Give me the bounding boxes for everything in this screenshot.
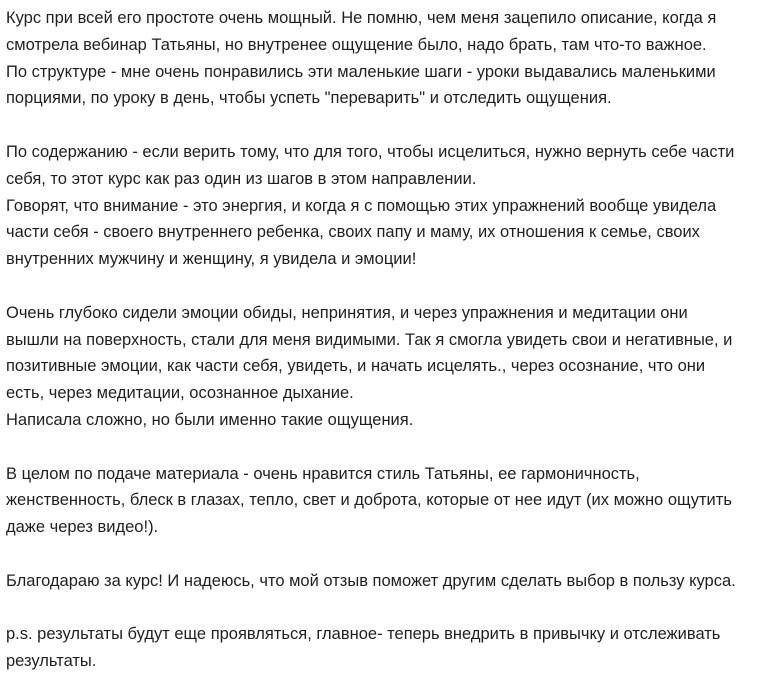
review-text <box>6 5 768 675</box>
text-line: внутренних мужчину и женщину, я увидела и эмоции! <box>6 250 417 269</box>
text-line: По структуре - мне очень понравились эти маленькие шаги - уроки выдавались маленькими <box>6 62 716 81</box>
text-line: Курс при всей его простоте очень мощный. Не помню, чем меня зацепило описание, когда я <box>6 9 717 27</box>
review-paragraph <box>6 461 768 541</box>
text-line: есть, через медитации, осознанное дыхание. <box>6 384 354 403</box>
text-line: порциями, по уроку в день, чтобы успеть "переварить" и отследить ощущения. <box>6 89 612 108</box>
text-line: смотрела вебинар Татьяны, но внутренее ощущение было, надо брать, там что-то важное. <box>6 35 707 54</box>
review-paragraph <box>6 5 768 112</box>
review-paragraph <box>6 621 768 675</box>
text-line: Говорят, что внимание - это энергия, и когда я с помощью этих упражнений вообще увидела <box>6 196 717 215</box>
text-line: В целом по подаче материала - очень нравится стиль Татьяны, ее гармоничность, <box>6 464 640 483</box>
review-paragraph <box>6 568 768 595</box>
text-line: p.s. результаты будут еще проявляться, главное- теперь внедрить в привычку и отслеживать <box>6 625 721 644</box>
text-line: По содержанию - если верить тому, что для того, чтобы исцелиться, нужно вернуть себе части <box>6 142 735 161</box>
text-line: части себя - своего внутреннего ребенка, своих папу и маму, их отношения к семье, своих <box>6 223 700 242</box>
text-line: Очень глубоко сидели эмоции обиды, непринятия, и через упражнения и медитации они <box>6 303 688 322</box>
text-line: вышли на поверхность, стали для меня видимыми. Так я смогла увидеть свои и негативные, и <box>6 330 733 349</box>
review-paragraph <box>6 300 768 434</box>
text-line: женственность, блеск в глазах, тепло, свет и доброта, которые от нее идут (их можно ощутить <box>6 491 732 510</box>
text-line: позитивные эмоции, как части себя, увидеть, и начать исцелять., через осознание, что они <box>6 357 706 376</box>
text-line: Написала сложно, но были именно такие ощущения. <box>6 410 414 429</box>
text-line: даже через видео!). <box>6 518 159 537</box>
text-line: Благодараю за курс! И надеюсь, что мой отзыв поможет другим сделать выбор в пользу курса. <box>6 571 736 590</box>
review-paragraph <box>6 139 768 273</box>
text-line: результаты. <box>6 652 97 671</box>
text-line: себя, то этот курс как раз один из шагов в этом направлении. <box>6 169 477 188</box>
